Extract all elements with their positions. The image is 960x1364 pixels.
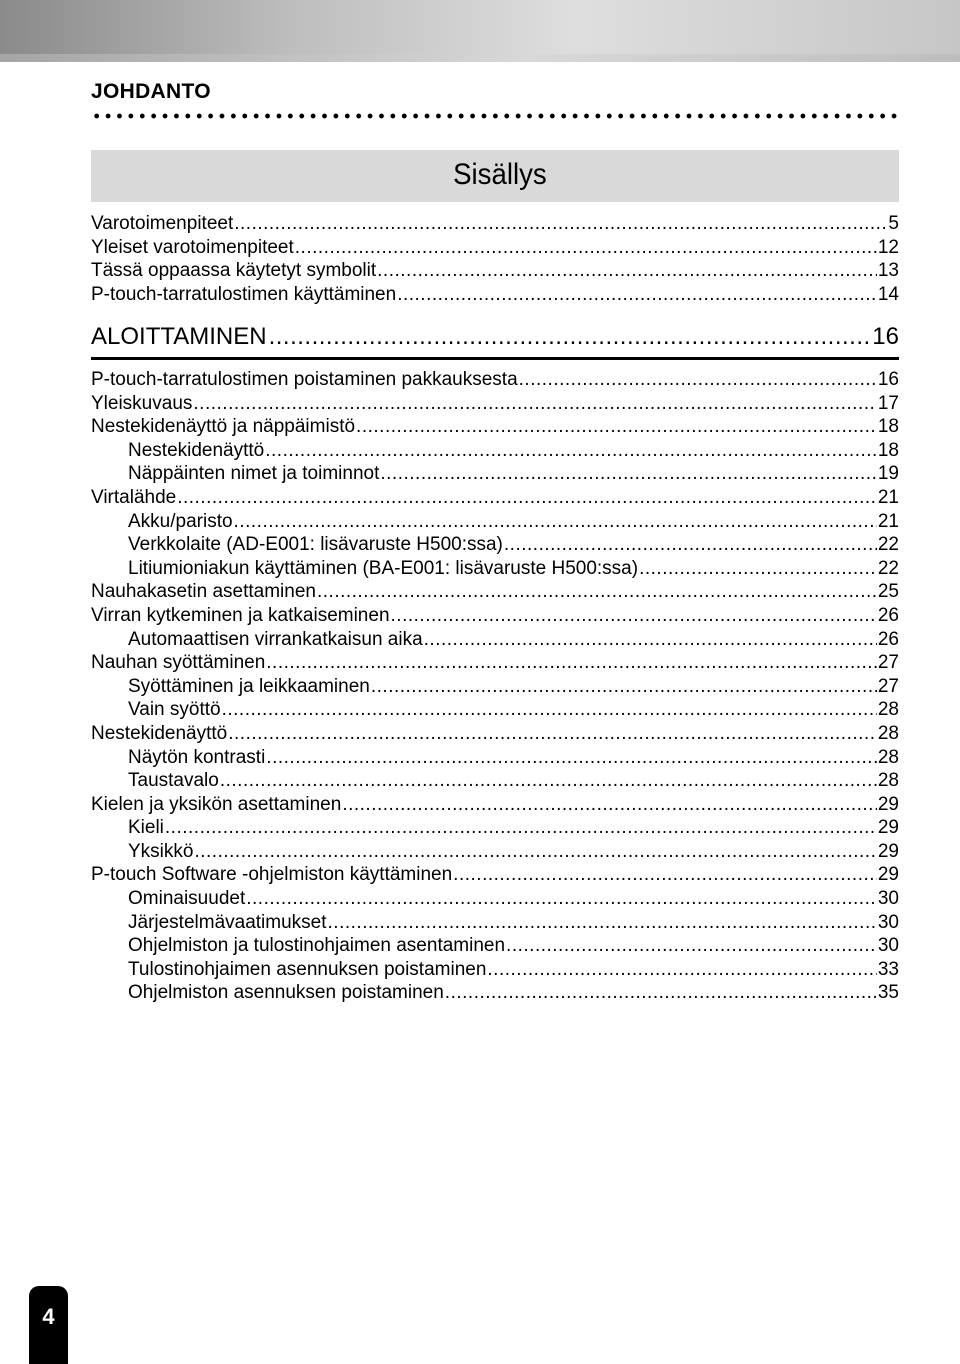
toc-entry-page: 16	[877, 369, 899, 390]
toc-entry[interactable]	[91, 439, 899, 463]
toc-entry[interactable]	[91, 368, 899, 392]
page-number-tab	[29, 1286, 68, 1364]
toc-entry-title: Nestekidenäyttö	[91, 722, 228, 744]
toc-entry-title: Ominaisuudet	[128, 888, 246, 910]
dot-leader	[519, 368, 877, 392]
toc-entry-page: 29	[877, 864, 899, 886]
toc-entry[interactable]	[91, 533, 899, 557]
dotted-rule	[91, 111, 899, 121]
dot-leader	[453, 863, 877, 887]
toc-entry-title: Kieli	[128, 817, 164, 839]
toc-entry-page: 30	[877, 888, 899, 910]
chapter-title: ALOITTAMINEN	[91, 323, 267, 350]
dot-leader	[380, 462, 876, 486]
toc-entry-title: Ohjelmiston asennuksen poistaminen	[128, 982, 444, 1004]
toc-entry[interactable]	[91, 840, 899, 864]
toc-entry-page: 18	[877, 416, 899, 438]
toc-entry-title: Näppäinten nimet ja toiminnot	[128, 463, 380, 485]
toc-entry[interactable]	[91, 793, 899, 817]
toc-entry[interactable]	[91, 981, 899, 1005]
toc-entry[interactable]	[91, 958, 899, 982]
toc-entry-title: Akku/paristo	[128, 510, 233, 532]
toc-entry-title: P-touch-tarratulostimen käyttäminen	[91, 283, 397, 305]
toc-entry-title: Kielen ja yksikön asettaminen	[91, 793, 342, 815]
toc-entry-title: Tulostinohjaimen asennuksen poistaminen	[128, 958, 487, 980]
toc-entry[interactable]	[91, 746, 899, 770]
toc-entry-title: Nauhan syöttäminen	[91, 652, 266, 674]
toc-entry[interactable]	[91, 510, 899, 534]
toc-entry-page: 18	[877, 439, 899, 461]
toc-entry-title: Yksikkö	[128, 840, 194, 862]
dot-leader	[265, 439, 877, 463]
toc-entry[interactable]	[91, 722, 899, 746]
dot-leader	[445, 981, 877, 1005]
dot-leader	[397, 283, 877, 307]
toc-entry[interactable]	[91, 283, 899, 307]
toc-entry[interactable]	[91, 392, 899, 416]
toc-entry[interactable]	[91, 604, 899, 628]
toc-entry-page: 35	[877, 982, 899, 1004]
toc-entry-page: 29	[877, 817, 899, 839]
dot-leader	[222, 698, 877, 722]
dot-leader	[228, 722, 877, 746]
dot-leader	[506, 934, 877, 958]
page-title: Sisällys	[453, 158, 547, 191]
toc-entry-page: 22	[877, 534, 899, 556]
dot-leader	[391, 604, 877, 628]
toc-entry-page: 30	[877, 935, 899, 957]
toc-entry-title: Yleiskuvaus	[91, 392, 193, 414]
dot-leader	[194, 840, 876, 864]
toc-entry-page: 28	[877, 746, 899, 768]
toc-entry-page: 17	[877, 392, 899, 414]
toc-entry-page: 14	[877, 283, 899, 305]
dot-leader	[487, 958, 876, 982]
toc-entry-page: 27	[877, 675, 899, 697]
toc-entry-page: 26	[877, 604, 899, 626]
toc-entry[interactable]	[91, 934, 899, 958]
dot-leader	[266, 651, 877, 675]
toc-entry-title: Näytön kontrasti	[128, 746, 266, 768]
toc-entry-title: Vain syöttö	[128, 699, 221, 721]
toc-entry-title: Automaattisen virrankatkaisun aika	[128, 628, 423, 650]
toc-intro-list	[91, 212, 899, 306]
toc-entry-title: Virran kytkeminen ja katkaiseminen	[91, 604, 390, 626]
toc-entry[interactable]	[91, 557, 899, 581]
toc-entry-page: 30	[877, 911, 899, 933]
toc-entry-title: Ohjelmiston ja tulostinohjaimen asentaminen	[128, 935, 506, 957]
dot-leader	[639, 557, 877, 581]
dot-leader	[328, 911, 877, 935]
toc-entry-page: 21	[877, 486, 899, 508]
toc-entry-page: 12	[877, 236, 899, 258]
toc-entry-title: Virtalähde	[91, 486, 177, 508]
toc-entry[interactable]	[91, 651, 899, 675]
header-band	[0, 0, 960, 62]
dot-leader	[234, 212, 887, 236]
toc-entry[interactable]	[91, 580, 899, 604]
dot-leader	[342, 793, 877, 817]
toc-entry[interactable]	[91, 816, 899, 840]
dot-leader	[377, 259, 877, 283]
toc-entry-title: Tässä oppaassa käytetyt symbolit	[91, 260, 377, 282]
toc-entry-page: 21	[877, 510, 899, 532]
toc-entry-page: 25	[877, 581, 899, 603]
title-box	[91, 150, 899, 202]
toc-entry[interactable]	[91, 698, 899, 722]
toc-entry[interactable]	[91, 675, 899, 699]
dot-leader	[234, 510, 877, 534]
toc-entry-page: 19	[877, 463, 899, 485]
toc-entry-title: Syöttäminen ja leikkaaminen	[128, 675, 370, 697]
toc-entry-title: Verkkolaite (AD-E001: lisävaruste H500:ssa)	[128, 534, 503, 556]
toc-entry-title: Varotoimenpiteet	[91, 213, 234, 234]
dot-leader	[371, 675, 877, 699]
toc-entry-page: 28	[877, 722, 899, 744]
toc-entry[interactable]	[91, 259, 899, 283]
dot-leader	[165, 816, 877, 840]
chapter-heading[interactable]	[91, 323, 899, 360]
toc-entry[interactable]	[91, 911, 899, 935]
toc-entry-title: P-touch Software -ohjelmiston käyttäminen	[91, 864, 453, 886]
dot-leader	[269, 323, 871, 351]
toc-entry-title: Nestekidenäyttö ja näppäimistö	[91, 416, 356, 438]
toc-entry-page: 29	[877, 793, 899, 815]
dot-leader	[356, 415, 877, 439]
dot-leader	[424, 628, 877, 652]
toc-entry-title: Litiumioniakun käyttäminen (BA-E001: lisävaruste H500:ssa)	[128, 557, 639, 579]
toc-entry[interactable]	[91, 415, 899, 439]
toc-entry-title: Yleiset varotoimenpiteet	[91, 236, 294, 258]
dot-leader	[193, 392, 876, 416]
toc-entry-page: 26	[877, 628, 899, 650]
toc-entry-title: Nauhakasetin asettaminen	[91, 581, 316, 603]
toc-entry-page: 33	[877, 958, 899, 980]
toc-entry[interactable]	[91, 462, 899, 486]
toc-entry[interactable]	[91, 486, 899, 510]
dot-leader	[317, 580, 877, 604]
section-label: JOHDANTO	[91, 80, 211, 103]
toc-entry-page: 29	[877, 840, 899, 862]
toc-entry-title: P-touch-tarratulostimen poistaminen pakkauksesta	[91, 369, 518, 390]
toc-entry-title: Järjestelmävaatimukset	[128, 911, 327, 933]
dot-leader	[295, 236, 877, 260]
dot-leader	[504, 533, 877, 557]
toc-entry-page: 5	[888, 213, 899, 234]
toc-entry[interactable]	[91, 212, 899, 236]
dot-leader	[177, 486, 877, 510]
toc-entry[interactable]	[91, 769, 899, 793]
dot-leader	[246, 887, 877, 911]
toc-entry-title: Taustavalo	[128, 770, 219, 792]
toc-entry[interactable]	[91, 887, 899, 911]
page-number: 4	[42, 1304, 55, 1329]
toc-entry[interactable]	[91, 628, 899, 652]
dot-leader	[266, 746, 877, 770]
toc-entry-page: 27	[877, 652, 899, 674]
toc-entry-page: 22	[877, 557, 899, 579]
toc-main-list	[91, 368, 899, 1005]
chapter-page: 16	[872, 323, 899, 350]
toc-entry-page: 28	[877, 699, 899, 721]
toc-entry-page: 28	[877, 770, 899, 792]
toc-entry[interactable]	[91, 863, 899, 887]
toc-entry-title: Nestekidenäyttö	[128, 439, 265, 461]
toc-entry[interactable]	[91, 236, 899, 260]
toc-entry-page: 13	[877, 260, 899, 282]
dot-leader	[220, 769, 877, 793]
